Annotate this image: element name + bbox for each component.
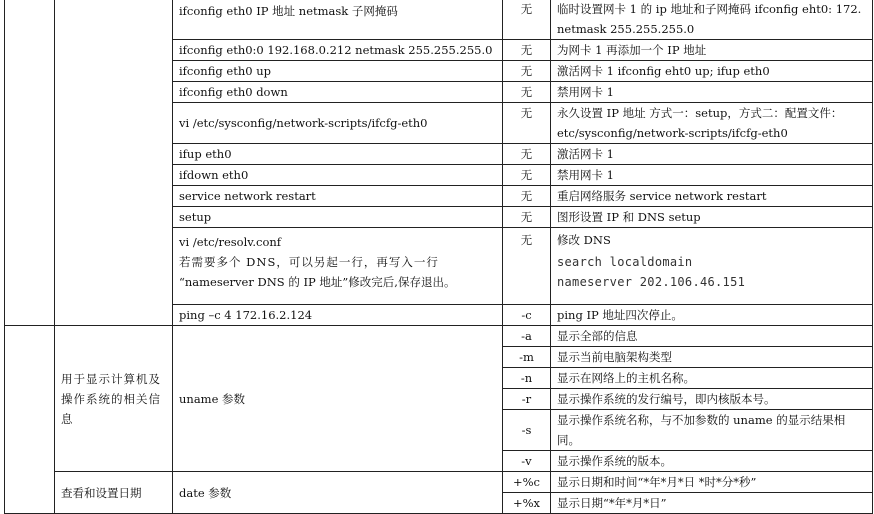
option-cell: 无 [503, 103, 551, 144]
command-cell: date 参数 [173, 472, 503, 514]
description-line: 永久设置 IP 地址 方式一：setup，方式二：配置文件： [557, 106, 843, 120]
command-cell [173, 228, 503, 305]
command-cell: ifdown eth0 [173, 165, 503, 186]
option-cell: 无 [503, 144, 551, 165]
category-cell [5, 326, 55, 514]
description-cell: 显示操作系统的发行编号，即内核版本号。 [551, 389, 873, 410]
purpose-cell: 查看和设置日期 [55, 472, 173, 514]
description-cell: 显示操作系统的版本。 [551, 451, 873, 472]
description-title: 修改 DNS [557, 233, 611, 247]
option-cell: -c [503, 305, 551, 326]
description-cell: 禁用网卡 1 [551, 165, 873, 186]
description-cell: 激活网卡 1 [551, 144, 873, 165]
description-cell: 禁用网卡 1 [551, 82, 873, 103]
command-reference-table [4, 0, 873, 514]
option-cell: 无 [503, 165, 551, 186]
description-cell: 为网卡 1 再添加一个 IP 地址 [551, 40, 873, 61]
purpose-cell [55, 0, 173, 326]
description-cell: 激活网卡 1 ifconfig eht0 up; ifup eth0 [551, 61, 873, 82]
description-cell: 显示在网络上的主机名称。 [551, 368, 873, 389]
option-cell: -n [503, 368, 551, 389]
option-cell: +%x [503, 493, 551, 514]
table-row [5, 0, 873, 40]
table-row [5, 472, 873, 493]
command-cell: ifconfig eth0 IP 地址 netmask 子网掩码 [173, 0, 503, 40]
description-cell: 图形设置 IP 和 DNS setup [551, 207, 873, 228]
description-cell: ping IP 地址四次停止。 [551, 305, 873, 326]
command-cell: ifconfig eth0 down [173, 82, 503, 103]
option-cell: 无 [503, 82, 551, 103]
description-cell: 显示全部的信息 [551, 326, 873, 347]
table-row [5, 326, 873, 347]
description-cell: 显示操作系统名称，与不加参数的 uname 的显示结果相同。 [551, 410, 873, 451]
option-cell: +%c [503, 472, 551, 493]
category-cell [5, 0, 55, 326]
code-line: nameserver 202.106.46.151 [557, 275, 746, 289]
command-cell: service network restart [173, 186, 503, 207]
option-cell: 无 [503, 228, 551, 305]
command-line: 若需要多个 DNS，可以另起一行，再写入一行 [179, 255, 439, 269]
description-cell: 显示当前电脑架构类型 [551, 347, 873, 368]
description-cell [551, 103, 873, 144]
command-line: vi /etc/resolv.conf [179, 235, 282, 249]
option-cell: 无 [503, 0, 551, 40]
command-cell: ping –c 4 172.16.2.124 [173, 305, 503, 326]
option-cell: 无 [503, 61, 551, 82]
option-cell: -s [503, 410, 551, 451]
description-cell [551, 228, 873, 305]
description-cell: 临时设置网卡 1 的 ip 地址和子网掩码 ifconfig eht0: 172. netmask 255.255.255.0 [551, 0, 873, 40]
description-cell: 重启网络服务 service network restart [551, 186, 873, 207]
command-cell: ifconfig eth0:0 192.168.0.212 netmask 255.255.255.0 [173, 40, 503, 61]
description-cell: 显示日期“*年*月*日” [551, 493, 873, 514]
command-cell: vi /etc/sysconfig/network-scripts/ifcfg-eth0 [173, 103, 503, 144]
option-cell: -a [503, 326, 551, 347]
description-cell: 显示日期和时间“*年*月*日 *时*分*秒” [551, 472, 873, 493]
command-cell: ifup eth0 [173, 144, 503, 165]
command-line: “nameserver DNS 的 IP 地址”修改完后,保存退出。 [179, 275, 456, 289]
option-cell: 无 [503, 186, 551, 207]
command-cell: uname 参数 [173, 326, 503, 472]
command-cell: setup [173, 207, 503, 228]
purpose-cell: 用于显示计算机及操作系统的相关信息 [55, 326, 173, 472]
option-cell: -v [503, 451, 551, 472]
option-cell: 无 [503, 207, 551, 228]
option-cell: -r [503, 389, 551, 410]
code-line: search localdomain [557, 255, 693, 269]
description-line: etc/sysconfig/network-scripts/ifcfg-eth0 [557, 126, 788, 140]
option-cell: -m [503, 347, 551, 368]
command-cell: ifconfig eth0 up [173, 61, 503, 82]
option-cell: 无 [503, 40, 551, 61]
